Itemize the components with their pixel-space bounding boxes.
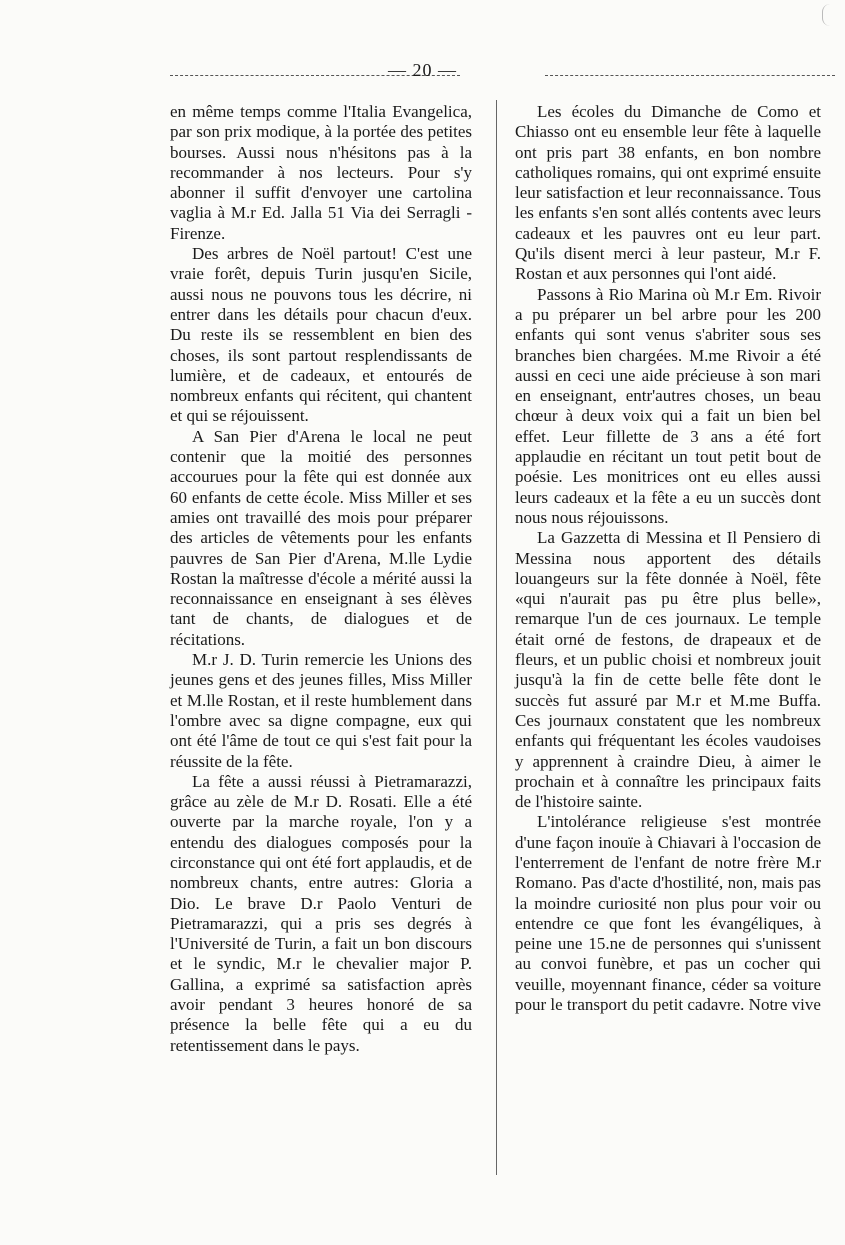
paragraph: L'intolérance religieuse s'est montrée d'une façon inouïe à Chiavari à l'occasion de l'enterrement de l'enfant de notre frère M.r Romano. Pas d'acte d'hostilité, non, mais pas la moindre curiosité non plus pour voir ou entendre ce que font les évangéliques, à peine une 15.ne de personnes qui s'unissent au convoi funèbre, et pas un cocher qui veuille, moyennant finance, céder sa voiture pour le transport du petit cadavre. Notre vive <box>515 812 821 1015</box>
paragraph: La fête a aussi réussi à Pietramarazzi, grâce au zèle de M.r D. Rosati. Elle a été ouverte par la marche royale, l'on y a entendu des dialogues composés pour la circonstance qui ont été fort applaudis, et de nombreux chants, entre autres: Gloria a Dio. Le brave D.r Paolo Venturi de Pietramarazzi, qui a pris ses degrés à l'Université de Turin, a fait un bon discours et le syndic, M.r le chevalier major P. Gallina, a exprimé sa satisfaction après avoir pendant 3 heures honoré de sa présence la belle fête qui a eu du retentissement dans le pays. <box>170 771 472 1055</box>
paragraph: Passons à Rio Marina où M.r Em. Rivoir a pu préparer un bel arbre pour les 200 enfants qui sont venus s'abriter sous ses branches bien chargées. M.me Rivoir a été aussi en ceci une aide précieuse à son mari en enseignant, entr'autres choses, un beau chœur à deux voix qui a fait un bien bel effet. Leur fillette de 3 ans a été fort applaudie en récitant un tout petit bout de poésie. Les monitrices ont eu elles aussi leurs cadeaux et la fête a eu un succès dont nous nous réjouissons. <box>515 284 821 527</box>
page-number: — 20 — <box>388 60 457 80</box>
paragraph: A San Pier d'Arena le local ne peut contenir que la moitié des personnes accourues pour la fête qui est donnée aux 60 enfants de cette école. Miss Miller et ses amies ont travaillé des mois pour préparer des articles de vêtements pour les enfants pauvres de San Pier d'Arena, M.lle Lydie Rostan la maîtresse d'école a mérité aussi la reconnaissance en enseignant à ses élèves tant de chants, de dialogues et de récitations. <box>170 426 472 649</box>
paragraph: en même temps comme l'Italia Evangelica, par son prix modique, à la portée des petites bourses. Aussi nous n'hésitons pas à la recommander à nos lecteurs. Pour s'y abonner il suffit d'envoyer une cartolina vaglia à M.r Ed. Jalla 51 Via dei Serragli - Firenze. <box>170 102 472 243</box>
page-corner-mark <box>822 4 837 26</box>
header-rule-right <box>545 75 835 76</box>
paragraph: Des arbres de Noël partout! C'est une vraie forêt, depuis Turin jusqu'en Sicile, aussi nous ne pouvons tous les décrire, ni entrer dans les détails pour chacun d'eux. Du reste ils se ressemblent en bien des choses, ils sont partout resplendissants de lumière, et de cadeaux, et entourés de nombreux enfants qui récitent, qui chantent et qui se réjouissent. <box>170 244 472 426</box>
column-divider <box>496 100 497 1175</box>
left-column <box>170 102 472 1056</box>
right-column <box>515 102 821 1015</box>
paragraph: Les écoles du Dimanche de Como et Chiasso ont eu ensemble leur fête à laquelle ont pris part 38 enfants, en bon nombre catholiques romains, qui ont exprimé ensuite leur satisfaction et leur reconnaissance. Tous les enfants s'en sont allés contents avec leurs cadeaux et les pauvres ont eu leur part. Qu'ils disent merci à leur pasteur, M.r F. Rostan et aux personnes qui l'ont aidé. <box>515 102 821 284</box>
paragraph: M.r J. D. Turin remercie les Unions des jeunes gens et des jeunes filles, Miss Miller et M.lle Rostan, et il reste humblement dans l'ombre avec sa digne compagne, eux qui ont été l'âme de tout ce qui s'est fait pour la réussite de la fête. <box>170 650 472 771</box>
paragraph: La Gazzetta di Messina et Il Pensiero di Messina nous apportent des détails louangeurs sur la fête donnée à Noël, fête «qui n'aurait pas pu être plus belle», remarque l'un de ces journaux. Le temple était orné de festons, de drapeaux et de fleurs, et un public choisi et nombreux jouit jusqu'à la fin de cette belle fête dont le succès fut assuré par M.r et M.me Buffa. Ces journaux constatent que les nombreux enfants qui fréquentant les écoles vaudoises y apprennent à craindre Dieu, à aimer le prochain et à connaître les principaux faits de l'histoire sainte. <box>515 528 821 812</box>
